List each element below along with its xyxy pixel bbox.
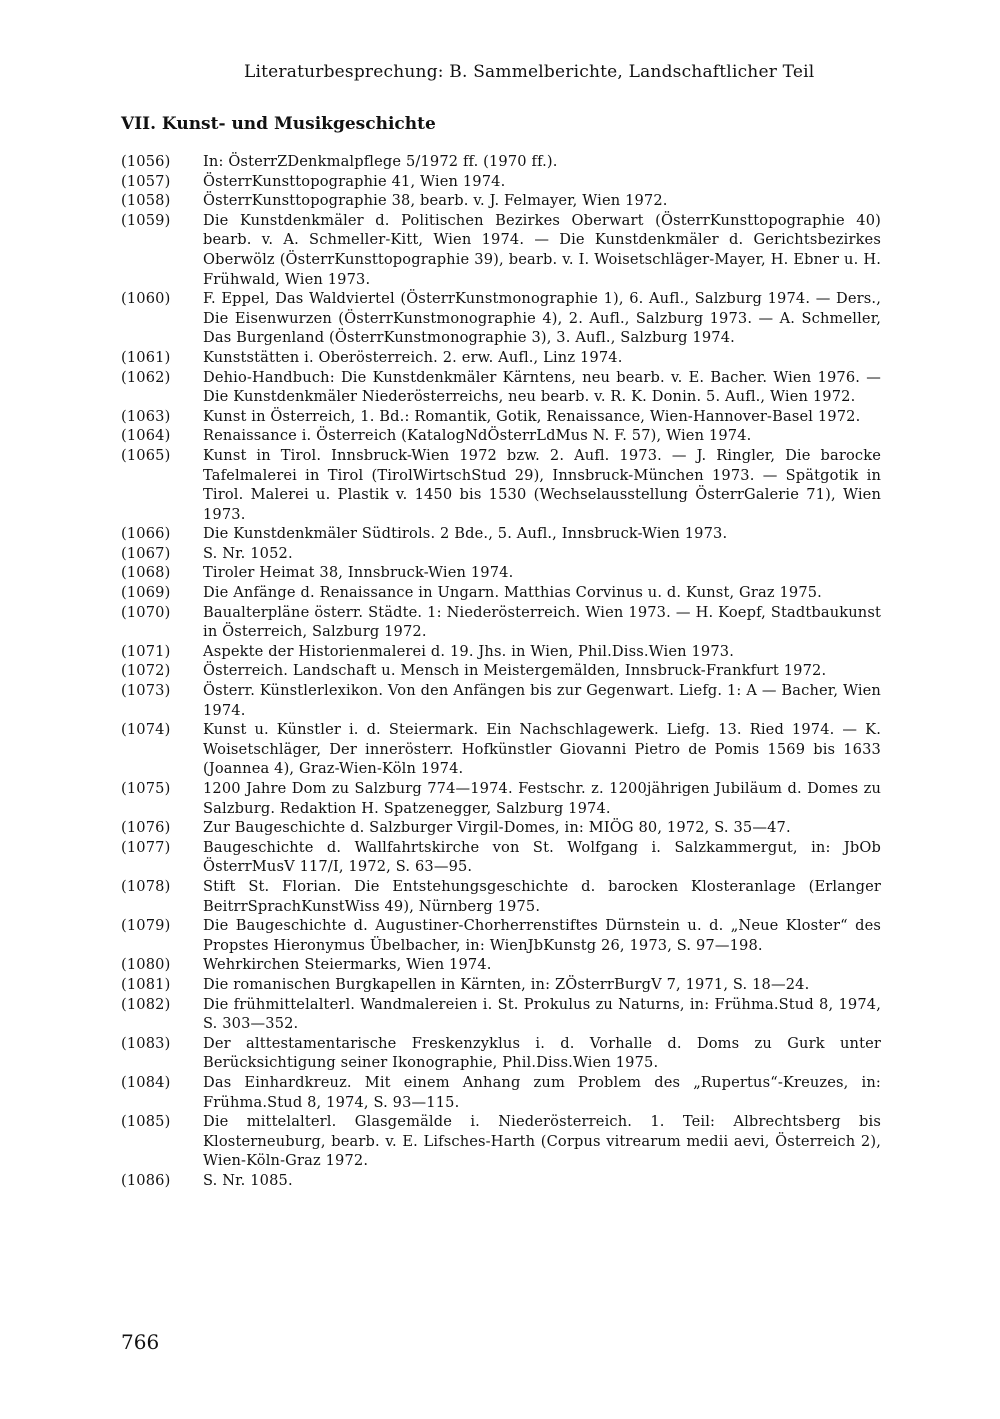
- entry-number: (1060): [121, 290, 171, 308]
- entry-number: (1080): [121, 956, 171, 974]
- bibliography-entry: [121, 426, 881, 446]
- bibliography-entry: [121, 407, 881, 427]
- bibliography-entry: [121, 172, 881, 192]
- entry-number: (1066): [121, 525, 171, 543]
- entry-number: (1084): [121, 1073, 171, 1091]
- entry-text: Zur Baugeschichte d. Salzburger Virgil-Domes, in: MIÖG 80, 1972, S. 35—47.: [203, 819, 791, 837]
- bibliography-entry: [121, 603, 881, 642]
- entry-text: Tiroler Heimat 38, Innsbruck-Wien 1974.: [203, 564, 514, 582]
- entry-number: (1056): [121, 153, 171, 170]
- entry-text: 1200 Jahre Dom zu Salzburg 774—1974. Festschr. z. 1200jährigen Jubiläum d. Domes zu Salzburg. Redaktion H. Spatzenegger, Salzburg 1974.: [203, 780, 881, 817]
- bibliography-entry: [121, 661, 881, 681]
- bibliography-entry: [121, 1112, 881, 1171]
- entry-text: Kunst u. Künstler i. d. Steiermark. Ein Nachschlagewerk. Liefg. 13. Ried 1974. — K. Woisetschläger, Der innerösterr. Hofkünstler Giovanni Pietro de Pomis 1569 bis 1633 (Joannea 4), Graz-Wien-Köln 1974.: [203, 721, 881, 778]
- entry-text: Die Anfänge d. Renaissance in Ungarn. Matthias Corvinus u. d. Kunst, Graz 1975.: [203, 584, 822, 602]
- entry-text: ÖsterrKunsttopographie 38, bearb. v. J. Felmayer, Wien 1972.: [203, 192, 668, 210]
- bibliography-entry: [121, 975, 881, 995]
- bibliography-entry: [121, 995, 881, 1034]
- running-head: Literaturbesprechung: B. Sammelberichte, Landschaftlicher Teil: [244, 62, 815, 82]
- entry-text: Die romanischen Burgkapellen in Kärnten, in: ZÖsterrBurgV 7, 1971, S. 18—24.: [203, 975, 810, 993]
- bibliography-entry: [121, 1034, 881, 1073]
- entry-number: (1063): [121, 407, 171, 425]
- entry-text: Wehrkirchen Steiermarks, Wien 1974.: [203, 956, 492, 974]
- bibliography-entry: [121, 583, 881, 603]
- entry-number: (1074): [121, 721, 171, 739]
- entry-text: Kunststätten i. Oberösterreich. 2. erw. Aufl., Linz 1974.: [203, 348, 623, 366]
- entry-text: Dehio-Handbuch: Die Kunstdenkmäler Kärntens, neu bearb. v. E. Bacher. Wien 1976. — Die Kunstdenkmäler Niederösterreichs, neu bearb. v. R. K. Donin. 5. Aufl., Wien 1972.: [203, 368, 881, 406]
- entry-text: Die Kunstdenkmäler Südtirols. 2 Bde., 5. Aufl., Innsbruck-Wien 1973.: [203, 525, 728, 543]
- entry-text: Kunst in Österreich, 1. Bd.: Romantik, Gotik, Renaissance, Wien-Hannover-Basel 1972.: [203, 407, 861, 425]
- entry-text: Stift St. Florian. Die Entstehungsgeschichte d. barocken Klosteranlage (Erlanger BeitrrSprachKunstWiss 49), Nürnberg 1975.: [203, 877, 881, 915]
- entry-text: Aspekte der Historienmalerei d. 19. Jhs. in Wien, Phil.Diss.Wien 1973.: [203, 642, 735, 660]
- bibliography-entry: [121, 720, 881, 779]
- bibliography-entry: [121, 1073, 881, 1112]
- entry-number: (1062): [121, 368, 171, 386]
- entry-number: (1059): [121, 211, 171, 229]
- bibliography-entry: [121, 563, 881, 583]
- bibliography-entry: [121, 289, 881, 348]
- bibliography-entry: [121, 1171, 881, 1191]
- bibliography-entry: [121, 348, 881, 368]
- entry-number: (1079): [121, 917, 171, 935]
- bibliography-entry: [121, 446, 881, 524]
- entry-text: F. Eppel, Das Waldviertel (ÖsterrKunstmonographie 1), 6. Aufl., Salzburg 1974. — Ders., Die Eisenwurzen (ÖsterrKunstmonographie 4), 2. Aufl., Salzburg 1973. — A. Schmeller, Das Burgenland (ÖsterrKunstmonographie 3), 3. Aufl., Salzburg 1974.: [203, 290, 881, 347]
- entry-number: (1076): [121, 819, 171, 837]
- entry-number: (1083): [121, 1034, 171, 1052]
- entry-number: (1085): [121, 1113, 171, 1131]
- entry-number: (1058): [121, 192, 171, 210]
- entry-number: (1071): [121, 642, 171, 660]
- bibliography-entry: [121, 681, 881, 720]
- entry-text: ÖsterrKunsttopographie 41, Wien 1974.: [203, 172, 506, 190]
- bibliography-entry: [121, 818, 881, 838]
- entry-number: (1073): [121, 682, 171, 700]
- entry-number: (1078): [121, 877, 171, 895]
- entry-text: Baualterpläne österr. Städte. 1: Niederösterreich. Wien 1973. — H. Koepf, Stadtbaukunst in Österreich, Salzburg 1972.: [203, 603, 881, 641]
- section-title: VII. Kunst- und Musikgeschichte: [121, 114, 436, 134]
- entry-number: (1077): [121, 838, 171, 856]
- entry-number: (1075): [121, 780, 171, 797]
- entry-number: (1064): [121, 427, 171, 445]
- entry-text: In: ÖsterrZDenkmalpflege 5/1972 ff. (1970 ff.).: [203, 153, 558, 170]
- bibliography-entry: [121, 877, 881, 916]
- entry-text: Österr. Künstlerlexikon. Von den Anfängen bis zur Gegenwart. Liefg. 1: A — Bacher, Wien 1974.: [203, 682, 881, 719]
- entry-number: (1061): [121, 348, 171, 366]
- entry-text: Renaissance i. Österreich (KatalogNdÖsterrLdMus N. F. 57), Wien 1974.: [203, 427, 752, 445]
- bibliography-list: [121, 152, 881, 1190]
- bibliography-entry: [121, 152, 881, 172]
- bibliography-entry: [121, 524, 881, 544]
- entry-text: Das Einhardkreuz. Mit einem Anhang zum Problem des „Rupertus“-Kreuzes, in: Frühma.Stud 8, 1974, S. 93—115.: [203, 1073, 881, 1111]
- entry-text: Die Baugeschichte d. Augustiner-Chorherrenstiftes Dürnstein u. d. „Neue Kloster“ des Propstes Hieronymus Übelbacher, in: WienJbKunstg 26, 1973, S. 97—198.: [203, 917, 881, 954]
- bibliography-entry: [121, 779, 881, 818]
- entry-number: (1081): [121, 975, 171, 993]
- entry-number: (1086): [121, 1171, 171, 1189]
- entry-text: Die Kunstdenkmäler d. Politischen Bezirkes Oberwart (ÖsterrKunsttopographie 40) bearb. v. A. Schmeller-Kitt, Wien 1974. — Die Kunstdenkmäler d. Gerichtsbezirkes Oberwölz (ÖsterrKunsttopographie 39), bearb. v. I. Woisetschläger-Mayer, H. Ebner u. H. Frühwald, Wien 1973.: [203, 211, 881, 288]
- bibliography-entry: [121, 191, 881, 211]
- entry-text: Österreich. Landschaft u. Mensch in Meistergemälden, Innsbruck-Frankfurt 1972.: [203, 662, 827, 680]
- bibliography-entry: [121, 544, 881, 564]
- entry-text: Die mittelalterl. Glasgemälde i. Niederösterreich. 1. Teil: Albrechtsberg bis Klosterneuburg, bearb. v. E. Lifsches-Harth (Corpus vitrearum medii aevi, Österreich 2), Wien-Köln-Graz 1972.: [203, 1113, 881, 1170]
- entry-number: (1070): [121, 603, 171, 621]
- bibliography-entry: [121, 642, 881, 662]
- entry-number: (1072): [121, 662, 171, 680]
- entry-number: (1069): [121, 584, 171, 602]
- entry-text: Der alttestamentarische Freskenzyklus i. d. Vorhalle d. Doms zu Gurk unter Berücksichtigung seiner Ikonographie, Phil.Diss.Wien 1975.: [203, 1034, 881, 1072]
- entry-number: (1065): [121, 446, 171, 464]
- bibliography-entry: [121, 211, 881, 289]
- entry-number: (1057): [121, 172, 171, 190]
- entry-text: Baugeschichte d. Wallfahrtskirche von St. Wolfgang i. Salzkammergut, in: JbOb ÖsterrMusV 117/I, 1972, S. 63—95.: [203, 838, 881, 876]
- entry-text: Kunst in Tirol. Innsbruck-Wien 1972 bzw. 2. Aufl. 1973. — J. Ringler, Die barocke Tafelmalerei in Tirol (TirolWirtschStud 29), Innsbruck-München 1973. — Spätgotik in Tirol. Malerei u. Plastik v. 1450 bis 1530 (Wechselausstellung ÖsterrGalerie 71), Wien 1973.: [203, 446, 881, 523]
- entry-text: S. Nr. 1085.: [203, 1171, 293, 1189]
- entry-text: Die frühmittelalterl. Wandmalereien i. St. Prokulus zu Naturns, in: Frühma.Stud 8, 1974, S. 303—352.: [203, 995, 881, 1033]
- entry-number: (1068): [121, 564, 171, 582]
- bibliography-entry: [121, 368, 881, 407]
- bibliography-entry: [121, 955, 881, 975]
- page-number: 766: [121, 1330, 160, 1354]
- bibliography-entry: [121, 916, 881, 955]
- entry-number: (1082): [121, 995, 171, 1013]
- bibliography-entry: [121, 838, 881, 877]
- entry-number: (1067): [121, 544, 171, 562]
- entry-text: S. Nr. 1052.: [203, 544, 293, 562]
